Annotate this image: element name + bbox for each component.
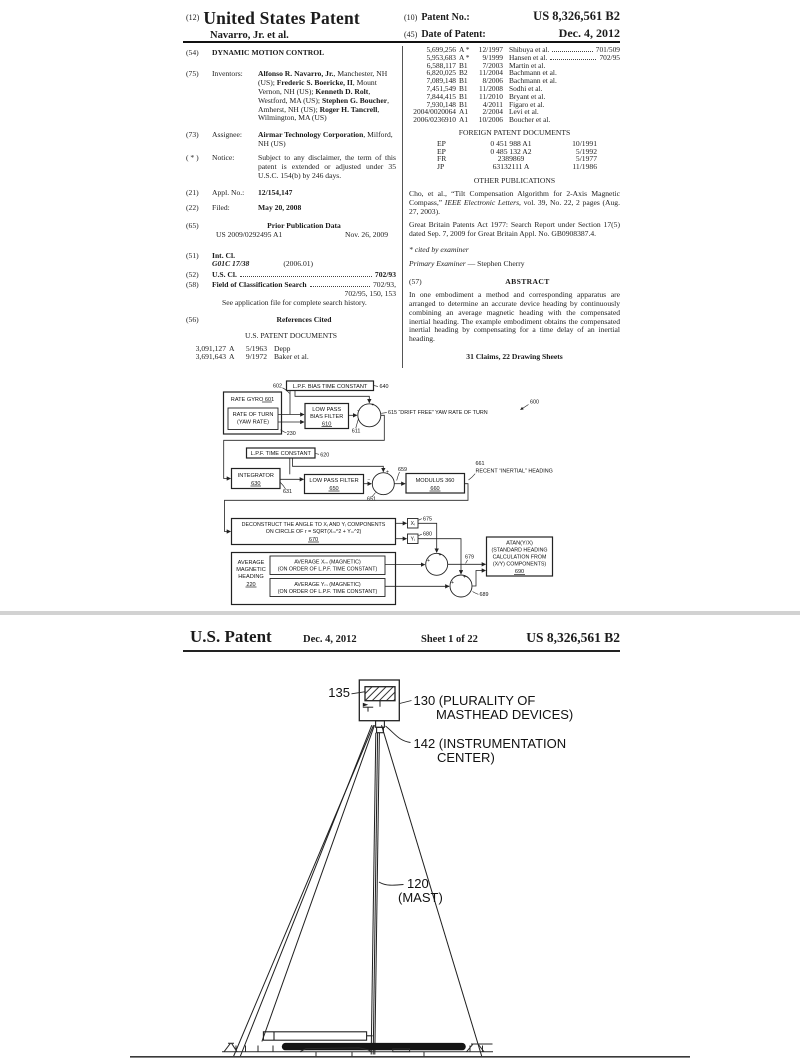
ref-name: Depp bbox=[274, 343, 291, 353]
abstract-text: In one embodiment a method and corresponding apparatus are arranged to determine an accurate device heading by continuously combining an average magnetic heading with the compensated inertial heading. The example embodiment obtains the compensated inertial heading by compensating for a time delay of an inertial heading. bbox=[409, 290, 620, 344]
recent-inertial-heading-label: RECENT “INERTIAL” HEADING bbox=[475, 468, 553, 475]
deconstruct-line1: DECONSTRUCT THE ANGLE TO Xᵢ AND Yᵢ COMPONENTS bbox=[241, 522, 386, 528]
ref-631: 631 bbox=[283, 489, 292, 495]
ref-name: Bachmann et al. bbox=[509, 76, 557, 86]
plus-sign: + bbox=[427, 558, 430, 564]
field-search-v1: 702/93, bbox=[373, 280, 396, 290]
ref-602: 602 bbox=[273, 383, 282, 390]
ref-661: 661 bbox=[475, 461, 485, 467]
plus-sign: + bbox=[451, 580, 454, 586]
minus-sign: − bbox=[367, 476, 371, 483]
low-pass-filter-label: LOW PASS FILTER bbox=[309, 478, 359, 484]
sheet-us-patent-label: U.S. Patent bbox=[190, 627, 272, 646]
field-12-number: (12) bbox=[186, 13, 200, 22]
ref-date: 11/1986 bbox=[572, 162, 597, 172]
country-code: JP bbox=[437, 162, 445, 172]
ref-name: Hansen et al. bbox=[509, 52, 548, 62]
prior-pub-heading: Prior Publication Data bbox=[267, 220, 341, 230]
us-ref-row bbox=[409, 116, 620, 124]
ref-class: 701/509 bbox=[595, 45, 620, 54]
ref-name: Bachmann et al. bbox=[509, 68, 557, 78]
drift-free-yaw-rate-label: “DRIFT FREE” YAW RATE OF TURN bbox=[398, 409, 488, 416]
ref-620: 620 bbox=[320, 452, 330, 459]
ref-640: 640 bbox=[379, 384, 389, 391]
rate-of-turn-line2: (YAW RATE) bbox=[237, 419, 269, 426]
ref-date: 11/2010 bbox=[479, 91, 503, 101]
patent-no-label: Patent No.: bbox=[421, 12, 470, 23]
deconstruct-line2: ON CIRCLE OF r = SQRT(Xₘ^2 + Yₘ^2) bbox=[265, 529, 362, 535]
ref-611: 611 bbox=[351, 428, 361, 435]
low-pass-bias-filter-line1: LOW PASS bbox=[312, 407, 342, 413]
atan-line1: ATAN(Y/X) bbox=[506, 540, 533, 547]
avg-magnetic-heading-ref: 220 bbox=[246, 581, 256, 588]
ref-number: 3,091,127 bbox=[195, 343, 226, 353]
leader-142 bbox=[386, 726, 411, 743]
ref-679: 679 bbox=[465, 554, 474, 561]
ref-date: 7/2003 bbox=[482, 60, 503, 70]
ref-number: 7,930,148 bbox=[426, 99, 456, 109]
field-52-us-cl bbox=[186, 271, 396, 280]
yi-box-label: Yᵢ bbox=[410, 536, 415, 543]
ref-kind: A * bbox=[459, 52, 470, 62]
sheet-date: Dec. 4, 2012 bbox=[303, 634, 357, 645]
rate-of-turn-line1: RATE OF TURN bbox=[232, 412, 274, 418]
invention-title: DYNAMIC MOTION CONTROL bbox=[212, 48, 325, 57]
ref-number: 7,844,415 bbox=[426, 91, 456, 101]
inventors-value: Alfonso R. Navarro, Jr., Manchester, NH (US); Frederic S. Boericke, II, Mount Vernon, NH (US); Kenneth D. Rolt, Westford, MA (US); Stephen G. Boucher, Amherst, NH (US); Roger H. Tancrell, Wilmington, MA (US) bbox=[258, 68, 390, 123]
ref-name: Martin et al. bbox=[509, 60, 546, 70]
publication-2: Great Britain Patents Act 1977: Search Report under Section 17(5) dated Sep. 7, 2009 for Great Britain Appl. No. GB0908387.4. bbox=[409, 219, 620, 238]
int-cl-value-row bbox=[186, 260, 396, 269]
us-cl-value: 702/93 bbox=[374, 270, 396, 280]
label-120-line1: 120 bbox=[407, 876, 429, 891]
ref-name: Boucher et al. bbox=[509, 115, 551, 125]
ref-659: 659 bbox=[398, 466, 407, 473]
ref-date: 12/1997 bbox=[478, 45, 503, 54]
field-58-search bbox=[186, 281, 396, 299]
field-number: (56) bbox=[186, 314, 199, 324]
avg-xm-line1: AVERAGE Xₘ (MAGNETIC) bbox=[294, 559, 361, 566]
atan-line3: CALCULATION FROM bbox=[492, 554, 547, 561]
page-title: United States Patent bbox=[203, 8, 360, 28]
ref-651: 651 bbox=[367, 496, 376, 503]
country-code: EP bbox=[437, 146, 446, 156]
field-number: (51) bbox=[186, 250, 199, 260]
us-cl-label: U.S. Cl. bbox=[212, 270, 237, 280]
field-number: (75) bbox=[186, 68, 199, 78]
dot-leader bbox=[552, 46, 592, 52]
field-number: (58) bbox=[186, 280, 199, 290]
label-142-line1: 142 (INSTRUMENTATION bbox=[413, 736, 567, 751]
ref-date: 8/2006 bbox=[482, 76, 503, 86]
field-number: (65) bbox=[186, 220, 199, 230]
wind-vane-icon bbox=[363, 701, 380, 712]
ref-600: 600 bbox=[530, 399, 539, 406]
ref-date: 4/2011 bbox=[482, 99, 503, 109]
appl-no-value: 12/154,147 bbox=[258, 187, 293, 197]
cited-by-examiner-note: * cited by examiner bbox=[409, 244, 469, 254]
field-22-filed bbox=[186, 204, 396, 213]
claims-drawing-sheets-line: 31 Claims, 22 Drawing Sheets bbox=[466, 352, 563, 361]
ref-kind: B2 bbox=[459, 68, 468, 78]
avg-magnetic-heading-line3: HEADING bbox=[238, 574, 264, 580]
field-search-v2: 702/95, 150, 153 bbox=[344, 289, 396, 299]
ref-kind: A bbox=[229, 343, 235, 353]
search-note-row bbox=[186, 299, 396, 308]
int-cl-class: G01C 17/38 bbox=[212, 259, 250, 269]
label-120-line2: (MAST) bbox=[398, 890, 443, 905]
dot-leader bbox=[550, 54, 596, 60]
figure-600-block-diagram bbox=[185, 372, 615, 612]
column-divider bbox=[402, 46, 403, 368]
references-cited-heading: References Cited bbox=[276, 314, 332, 324]
primary-examiner-line: Primary Examiner — Stephen Cherry bbox=[409, 259, 525, 269]
ref-680: 680 bbox=[423, 531, 432, 538]
atan-line4: (X/Y) COMPONENTS) bbox=[492, 561, 547, 568]
us-patent-documents-heading: U.S. PATENT DOCUMENTS bbox=[245, 330, 337, 340]
cockpit-detail bbox=[393, 1049, 410, 1052]
field-number: (21) bbox=[186, 187, 199, 197]
modulus-360-label: MODULUS 360 bbox=[415, 478, 455, 484]
country-code: EP bbox=[437, 138, 446, 148]
avg-magnetic-heading-line2: MAGNETIC bbox=[236, 567, 266, 573]
date-of-patent-value: Dec. 4, 2012 bbox=[558, 26, 620, 40]
lpf-bias-time-constant-label: L.P.F. BIAS TIME CONSTANT bbox=[292, 383, 368, 390]
xi-box-label: Xᵢ bbox=[410, 521, 415, 528]
ref-number: 5,953,683 bbox=[426, 52, 456, 62]
ref-number: 3,691,643 bbox=[195, 352, 226, 362]
ref-675: 675 bbox=[423, 516, 432, 523]
ref-date: 5/1992 bbox=[575, 146, 597, 156]
field-notice bbox=[186, 154, 396, 181]
low-pass-bias-filter-ref: 610 bbox=[322, 421, 332, 428]
integrator-label: INTEGRATOR bbox=[237, 473, 274, 479]
ref-date: 5/1977 bbox=[575, 154, 597, 164]
leader-120 bbox=[379, 882, 404, 885]
prior-pub-date: Nov. 26, 2009 bbox=[345, 229, 388, 239]
ref-name: Shibuya et al. bbox=[509, 45, 550, 54]
ref-number: 2006/0236910 bbox=[413, 115, 456, 125]
forestay-line bbox=[240, 725, 372, 1056]
ref-kind: B1 bbox=[459, 83, 468, 93]
abstract-heading: ABSTRACT bbox=[505, 277, 550, 287]
ref-date: 10/2006 bbox=[478, 115, 503, 125]
field-search-label: Field of Classification Search bbox=[212, 280, 307, 290]
ref-number: 6,820,025 bbox=[426, 68, 456, 78]
ref-number: 0 485 132 A2 bbox=[490, 146, 532, 156]
plus-sign: + bbox=[463, 574, 466, 581]
lpf-time-constant-label: L.P.F. TIME CONSTANT bbox=[250, 450, 311, 457]
ref-kind: B1 bbox=[459, 99, 468, 109]
appl-no-label: Appl. No.: bbox=[212, 187, 245, 197]
ref-kind: B1 bbox=[459, 91, 468, 101]
ref-number: 2004/0020064 bbox=[413, 107, 456, 117]
field-56-references bbox=[186, 316, 396, 325]
filed-label: Filed: bbox=[212, 202, 230, 212]
prior-pub-row bbox=[186, 231, 396, 240]
ref-kind: B1 bbox=[459, 76, 468, 86]
integrator-ref: 630 bbox=[251, 480, 261, 487]
plus-sign: + bbox=[438, 552, 442, 559]
prior-pub-number: US 2009/0292495 A1 bbox=[216, 229, 283, 239]
ref-date: 9/1999 bbox=[482, 52, 503, 62]
low-pass-bias-filter-line2: BIAS FILTER bbox=[310, 414, 344, 420]
inventor-short-line: Navarro, Jr. et al. bbox=[210, 30, 289, 41]
date-of-patent-label: Date of Patent: bbox=[421, 29, 486, 40]
assignee-value: Airmar Technology Corporation, Milford, NH (US) bbox=[258, 130, 393, 149]
drawing-sheet-header bbox=[183, 621, 620, 647]
modulus-360-ref: 660 bbox=[430, 485, 440, 492]
patent-header-right bbox=[404, 9, 620, 43]
ref-number: 7,089,148 bbox=[426, 76, 456, 86]
field-10-number: (10) bbox=[404, 13, 418, 22]
label-142-line2: CENTER) bbox=[437, 750, 495, 765]
atan-line2: (STANDARD HEADING bbox=[491, 547, 548, 554]
deconstruct-ref: 670 bbox=[308, 536, 319, 543]
avg-xm-line2: (ON ORDER OF L.P.F. TIME CONSTANT) bbox=[277, 566, 378, 573]
field-45-number: (45) bbox=[404, 30, 418, 39]
field-number: (57) bbox=[409, 277, 422, 287]
leader-135 bbox=[352, 692, 365, 694]
ref-230: 230 bbox=[286, 431, 296, 437]
field-54-title bbox=[186, 49, 396, 58]
ref-date: 2/2004 bbox=[482, 107, 503, 117]
bibliographic-left-column bbox=[186, 49, 396, 362]
page-divider bbox=[0, 611, 800, 615]
label-130-line1: 130 (PLURALITY OF bbox=[413, 693, 536, 708]
ref-kind: A1 bbox=[459, 107, 469, 117]
figure-labels bbox=[328, 685, 573, 905]
ref-kind: A * bbox=[459, 45, 470, 54]
int-cl-label: Int. Cl. bbox=[212, 250, 235, 260]
ref-number: 2389869 bbox=[497, 154, 525, 164]
ref-number: 7,451,549 bbox=[426, 83, 456, 93]
foreign-patent-documents-heading: FOREIGN PATENT DOCUMENTS bbox=[458, 127, 571, 137]
leader-130 bbox=[400, 701, 412, 704]
search-note: See application file for complete search history. bbox=[222, 298, 367, 308]
header-rule bbox=[183, 41, 620, 43]
ref-date: 5/1963 bbox=[245, 343, 267, 353]
country-code: FR bbox=[437, 154, 447, 164]
ref-date: 11/2004 bbox=[479, 68, 503, 78]
low-pass-filter-ref: 650 bbox=[329, 485, 339, 492]
label-130-line2: MASTHEAD DEVICES) bbox=[436, 707, 574, 722]
ref-kind: B1 bbox=[459, 60, 468, 70]
deck-sail-cover-bar bbox=[282, 1043, 466, 1050]
ref-name: Bryant et al. bbox=[509, 91, 546, 101]
label-135: 135 bbox=[328, 685, 350, 700]
filed-value: May 20, 2008 bbox=[258, 202, 302, 212]
avg-ym-line2: (ON ORDER OF L.P.F. TIME CONSTANT) bbox=[277, 589, 378, 595]
ref-number: 0 451 988 A1 bbox=[490, 138, 532, 148]
foreign-ref-row bbox=[409, 163, 597, 171]
bow-pulpit bbox=[224, 1043, 237, 1052]
sheet-header-rule bbox=[183, 650, 620, 652]
atan-ref: 690 bbox=[514, 569, 525, 575]
plus-sign: + bbox=[386, 469, 389, 476]
us-ref-row bbox=[186, 353, 396, 362]
plus-sign: + bbox=[371, 402, 375, 409]
abstract-heading-row bbox=[409, 278, 620, 287]
int-cl-version: (2006.01) bbox=[283, 259, 314, 269]
summing-signs bbox=[357, 403, 466, 587]
publication-1: Cho, et al., “Tilt Compensation Algorithm for 2-Axis Magnetic Compass,” IEEE Electronic Letters, vol. 39, No. 22, 2 pages (Aug. 27, 2003). bbox=[409, 188, 621, 216]
ref-class: 702/95 bbox=[599, 52, 620, 62]
field-21-appl-no bbox=[186, 189, 396, 198]
field-number: (22) bbox=[186, 202, 199, 212]
boom bbox=[263, 1032, 372, 1040]
ref-number: 63132111 A bbox=[492, 162, 530, 172]
field-73-assignee bbox=[186, 131, 396, 149]
field-number: (54) bbox=[186, 48, 199, 57]
ref-date: 9/1972 bbox=[245, 352, 267, 362]
ref-name: Baker et al. bbox=[274, 352, 309, 362]
dot-leader bbox=[240, 276, 372, 277]
ref-name: Levi et al. bbox=[509, 107, 539, 117]
ref-kind: A1 bbox=[459, 115, 469, 125]
minus-sign: − bbox=[357, 408, 360, 415]
ref-kind: A bbox=[229, 352, 235, 362]
sheet-number: Sheet 1 of 22 bbox=[421, 634, 478, 645]
sheet-patent-number: US 8,326,561 B2 bbox=[526, 630, 620, 645]
figure-1-sailboat-drawing bbox=[0, 655, 800, 1060]
field-75-inventors bbox=[186, 70, 396, 123]
ref-date: 11/2008 bbox=[479, 83, 503, 93]
mast-lines bbox=[371, 733, 379, 1055]
masthead-sensor-hatched bbox=[365, 687, 395, 701]
field-number: (52) bbox=[186, 270, 199, 280]
other-publications-heading: OTHER PUBLICATIONS bbox=[473, 176, 556, 186]
rate-gyro-label: RATE GYRO 601 bbox=[230, 396, 275, 403]
ref-689: 689 bbox=[479, 592, 489, 598]
notice-label: Notice: bbox=[212, 153, 235, 163]
notice-text: Subject to any disclaimer, the term of this patent is extended or adjusted under 35 U.S.C. 154(b) by 246 days. bbox=[258, 153, 396, 180]
ref-name: Sodhi et al. bbox=[509, 83, 543, 93]
field-number: (73) bbox=[186, 130, 199, 140]
masthead-device-box bbox=[359, 680, 399, 721]
assignee-label: Assignee: bbox=[212, 130, 242, 140]
avg-magnetic-heading-line1: AVERAGE bbox=[237, 560, 265, 566]
inventors-label: Inventors: bbox=[212, 68, 243, 78]
inner-stay-line bbox=[262, 725, 375, 1041]
ref-name: Figaro et al. bbox=[509, 99, 545, 109]
patent-no-value: US 8,326,561 B2 bbox=[533, 9, 620, 23]
field-number: ( * ) bbox=[186, 153, 199, 163]
ref-615: 615 bbox=[388, 409, 397, 416]
ref-date: 10/1991 bbox=[572, 138, 597, 148]
bibliographic-right-column bbox=[409, 46, 620, 362]
ref-number: 6,588,117 bbox=[426, 60, 456, 70]
avg-ym-line1: AVERAGE Yₘ (MAGNETIC) bbox=[294, 582, 361, 588]
dot-leader bbox=[310, 286, 370, 287]
ref-number: 5,699,256 bbox=[426, 45, 456, 54]
standing-rigging bbox=[234, 725, 482, 1056]
patent-header-left bbox=[186, 8, 416, 41]
